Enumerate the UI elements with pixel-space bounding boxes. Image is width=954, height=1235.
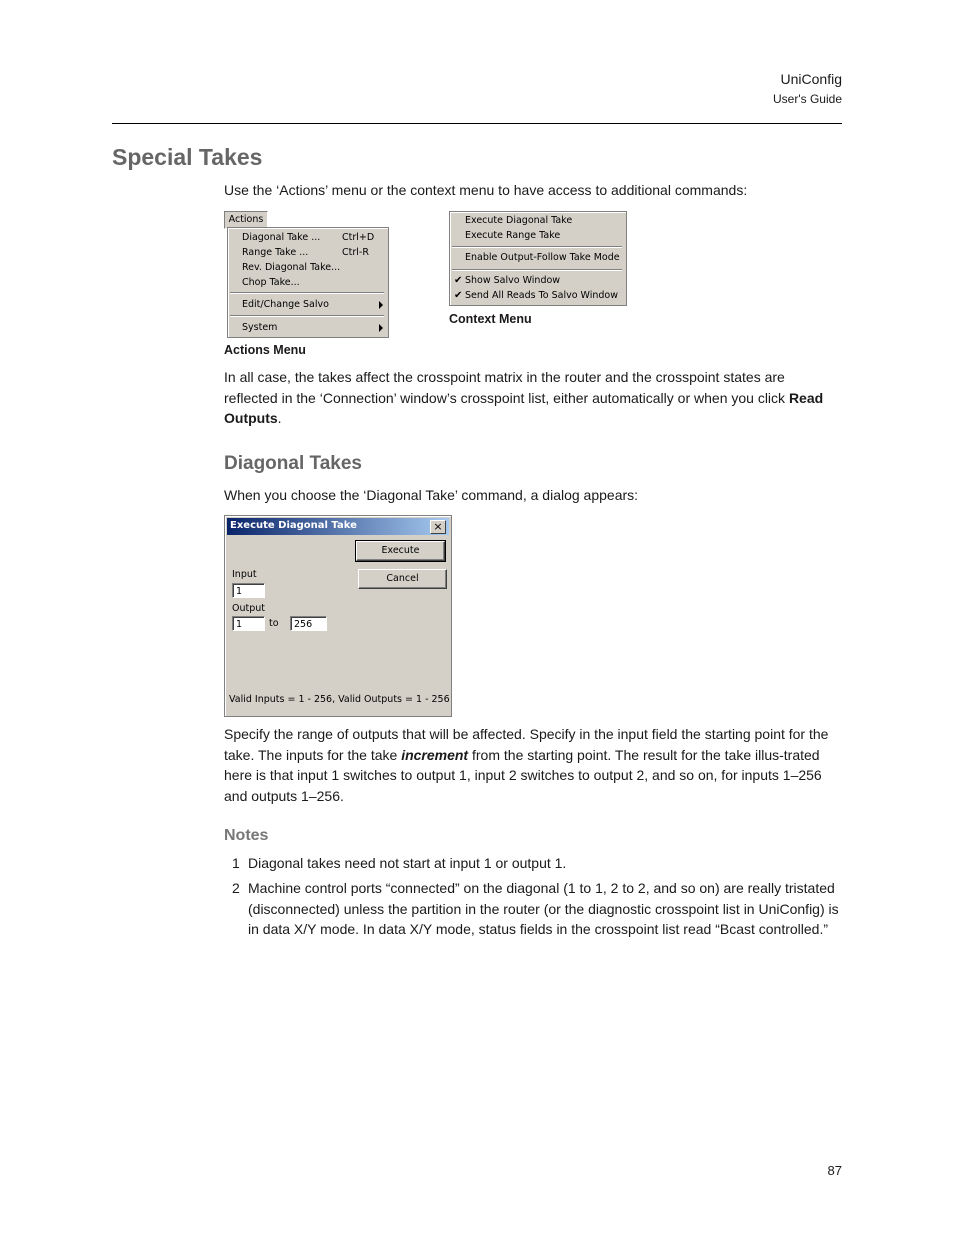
input-label: Input	[232, 569, 257, 580]
note-text: Machine control ports “connected” on the diagonal (1 to 1, 2 to 2, and so on) are really tristated (disconnected) unless the partition in the router (or the diagnostic crosspoint list in UniConfig) is in data X/Y mode. In data X/Y mode, status fields in the crosspoint list read “Bcast controlled.”	[248, 880, 839, 937]
submenu-arrow-icon	[379, 301, 383, 309]
note-item	[232, 853, 842, 875]
context-item-show-salvo-window[interactable]: Show Salvo Window	[465, 275, 561, 286]
note-number: 2	[232, 880, 240, 896]
dialog-titlebar	[227, 518, 449, 535]
execute-diagonal-take-dialog	[224, 515, 452, 717]
page-number: 87	[827, 1163, 842, 1178]
note-item	[232, 878, 842, 962]
checkmark-icon: ✔	[454, 275, 463, 286]
menu-item-system[interactable]: System	[242, 322, 278, 333]
context-item-send-reads-to-salvo[interactable]: Send All Reads To Salvo Window	[465, 290, 619, 301]
menu-separator	[452, 269, 622, 271]
paragraph-specify-range-after: from the starting point. The result for the take illus-trated here is that input 1 switches to output 1, input 2 switches to output 2, and so on, for inputs 1–256 and outputs 1–256.	[224, 746, 822, 804]
note-text: Diagonal takes need not start at input 1 or output 1.	[248, 855, 567, 871]
cancel-button-label: Cancel	[386, 573, 419, 584]
header-subtitle: User's Guide	[773, 92, 842, 106]
header-title: UniConfig	[780, 71, 842, 87]
paragraph-takes-affect-text: In all case, the takes affect the crosspoint matrix in the router and the crosspoint states are reflected in the ‘Connection’ window’s crosspoint list, either automatically or when you click	[224, 369, 789, 406]
close-button[interactable]	[430, 520, 446, 534]
section-title: Special Takes	[112, 144, 263, 170]
actions-menu-panel	[227, 227, 389, 338]
menu-item-range-take-shortcut: Ctrl-R	[342, 247, 369, 258]
actions-menu-title-label: Actions	[228, 214, 264, 225]
dialog-status-text: Valid Inputs = 1 - 256, Valid Outputs = 1 - 256	[229, 694, 450, 705]
execute-button-label: Execute	[381, 545, 420, 556]
output-to-field[interactable]: 256	[290, 616, 327, 631]
context-menu-caption: Context Menu	[449, 312, 532, 326]
paragraph-takes-affect-end: .	[277, 410, 282, 426]
menu-item-diagonal-take[interactable]: Diagonal Take ...	[242, 232, 321, 243]
read-outputs-emphasis: Read Outputs	[224, 389, 824, 426]
output-from-field[interactable]: 1	[232, 616, 265, 631]
header-rule	[112, 123, 842, 124]
menu-separator	[452, 246, 622, 248]
context-item-output-follow-mode[interactable]: Enable Output-Follow Take Mode	[465, 252, 620, 263]
submenu-arrow-icon	[379, 324, 383, 332]
notes-title: Notes	[224, 827, 269, 844]
menu-item-chop-take[interactable]: Chop Take...	[242, 277, 300, 288]
increment-emphasis: increment	[401, 746, 469, 763]
cancel-button[interactable]	[358, 569, 447, 589]
output-to-label: to	[269, 618, 279, 629]
dialog-title: Execute Diagonal Take	[230, 520, 357, 531]
context-item-execute-diagonal-take[interactable]: Execute Diagonal Take	[465, 215, 573, 226]
checkmark-icon: ✔	[454, 290, 463, 301]
subsection-title: Diagonal Takes	[224, 453, 362, 474]
menu-item-rev-diagonal-take[interactable]: Rev. Diagonal Take...	[242, 262, 341, 273]
input-field[interactable]: 1	[232, 583, 265, 598]
actions-menu-caption: Actions Menu	[224, 343, 306, 357]
menu-item-range-take[interactable]: Range Take ...	[242, 247, 309, 258]
intro-paragraph: Use the ‘Actions’ menu or the context menu to have access to additional commands:	[224, 182, 748, 198]
menu-item-diagonal-take-shortcut: Ctrl+D	[342, 232, 375, 243]
note-number: 1	[232, 855, 240, 871]
context-item-execute-range-take[interactable]: Execute Range Take	[465, 230, 561, 241]
paragraph-takes-affect	[224, 367, 842, 429]
close-icon: ×	[433, 520, 443, 533]
menu-separator	[230, 292, 384, 294]
paragraph-dialog-intro: When you choose the ‘Diagonal Take’ command, a dialog appears:	[224, 487, 639, 503]
menu-item-edit-change-salvo[interactable]: Edit/Change Salvo	[242, 299, 329, 310]
output-label: Output	[232, 603, 265, 614]
context-menu-panel	[449, 211, 627, 306]
execute-button[interactable]	[356, 541, 445, 561]
paragraph-specify-range	[224, 724, 842, 806]
actions-menu-screenshot	[224, 210, 390, 338]
menu-separator	[230, 315, 384, 317]
paragraph-specify-range-before: Specify the range of outputs that will be affected. Specify in the input field the starting point for the take. The inputs for the take	[224, 726, 829, 763]
